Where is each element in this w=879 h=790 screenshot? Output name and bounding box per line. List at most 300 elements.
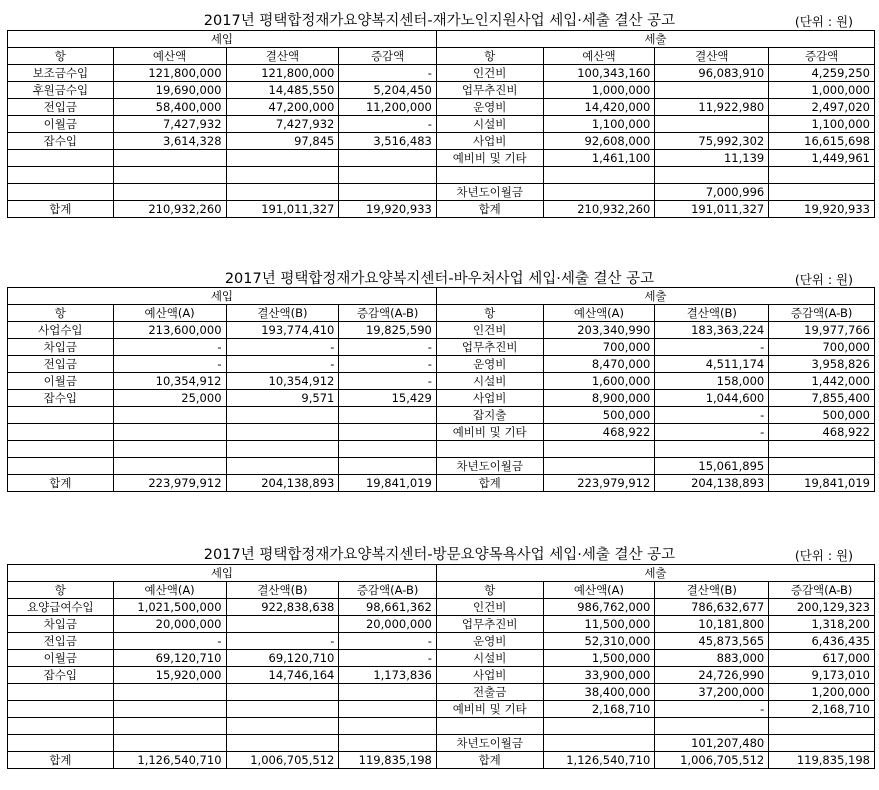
income-item (8, 407, 114, 424)
income-settled: 922,838,638 (226, 599, 339, 616)
income-item (8, 441, 114, 458)
income-settled (226, 458, 339, 475)
income-budget: 7,427,932 (113, 116, 226, 133)
settlement-table (7, 30, 875, 218)
income-item: 합계 (8, 475, 114, 492)
expense-budget (543, 718, 655, 735)
col-header-item: 항 (8, 305, 114, 322)
expense-item: 차년도이월금 (436, 458, 543, 475)
col-header-budget: 예산액(A) (543, 305, 655, 322)
expense-difference: 4,259,250 (769, 65, 875, 82)
expense-header: 세출 (436, 288, 874, 305)
income-item: 잡수입 (8, 133, 114, 150)
expense-item: 운영비 (436, 356, 543, 373)
expense-budget: 92,608,000 (543, 133, 655, 150)
expense-difference: 6,436,435 (769, 633, 875, 650)
expense-budget: 1,461,100 (543, 150, 655, 167)
expense-budget: 1,600,000 (543, 373, 655, 390)
expense-settled: 1,006,705,512 (655, 752, 769, 769)
income-budget (113, 424, 226, 441)
expense-item: 사업비 (436, 667, 543, 684)
expense-item: 운영비 (436, 633, 543, 650)
expense-difference: 1,000,000 (769, 82, 875, 99)
expense-item: 시설비 (436, 650, 543, 667)
expense-budget: 38,400,000 (543, 684, 655, 701)
expense-item: 예비비 및 기타 (436, 424, 543, 441)
expense-difference: 617,000 (769, 650, 875, 667)
table-row (8, 599, 875, 616)
expense-difference (769, 167, 875, 184)
expense-budget: 700,000 (543, 339, 655, 356)
income-difference (339, 407, 436, 424)
expense-settled: 786,632,677 (655, 599, 769, 616)
income-settled: 97,845 (226, 133, 339, 150)
expense-budget (543, 184, 655, 201)
col-header-budget: 예산액(A) (113, 305, 226, 322)
income-budget: 10,354,912 (113, 373, 226, 390)
expense-difference: 1,100,000 (769, 116, 875, 133)
section-header-row (8, 31, 875, 48)
col-header-difference: 증감액 (769, 48, 875, 65)
income-settled: 14,746,164 (226, 667, 339, 684)
expense-item: 잡지출 (436, 407, 543, 424)
expense-budget: 11,500,000 (543, 616, 655, 633)
expense-settled: - (655, 339, 769, 356)
income-difference (339, 701, 436, 718)
income-difference: 19,841,019 (339, 475, 436, 492)
income-difference: - (339, 339, 436, 356)
income-budget: 69,120,710 (113, 650, 226, 667)
income-budget: 210,932,260 (113, 201, 226, 218)
col-header-budget: 예산액(A) (543, 582, 655, 599)
expense-item (436, 167, 543, 184)
expense-item: 운영비 (436, 99, 543, 116)
col-header-settled: 결산액(B) (226, 582, 339, 599)
expense-settled: 96,083,910 (655, 65, 769, 82)
col-header-difference: 증감액(A-B) (339, 582, 436, 599)
income-item (8, 718, 114, 735)
expense-settled: 24,726,990 (655, 667, 769, 684)
income-item: 사업수입 (8, 322, 114, 339)
income-budget (113, 184, 226, 201)
expense-settled (655, 718, 769, 735)
income-settled (226, 407, 339, 424)
income-budget: 223,979,912 (113, 475, 226, 492)
income-difference: 119,835,198 (339, 752, 436, 769)
expense-settled: 11,139 (655, 150, 769, 167)
expense-item: 업무추진비 (436, 339, 543, 356)
income-budget (113, 718, 226, 735)
expense-settled: 37,200,000 (655, 684, 769, 701)
income-item: 요양급여수입 (8, 599, 114, 616)
expense-difference: 468,922 (769, 424, 875, 441)
section-title: 2017년 평택합정재가요양복지센터-방문요양목욕사업 세입·세출 결산 공고 (203, 547, 676, 563)
table-row (8, 458, 875, 475)
income-difference: 11,200,000 (339, 99, 436, 116)
col-header-settled: 결산액(B) (655, 305, 769, 322)
col-header-settled: 결산액(B) (226, 305, 339, 322)
table-row (8, 633, 875, 650)
col-header-difference: 증감액(A-B) (339, 305, 436, 322)
income-difference: 5,204,450 (339, 82, 436, 99)
income-budget: 121,800,000 (113, 65, 226, 82)
expense-settled (655, 116, 769, 133)
income-item: 차입금 (8, 339, 114, 356)
expense-item: 합계 (436, 201, 543, 218)
income-budget: 20,000,000 (113, 616, 226, 633)
income-difference: 20,000,000 (339, 616, 436, 633)
income-item: 후원금수입 (8, 82, 114, 99)
expense-difference: 2,168,710 (769, 701, 875, 718)
expense-item (436, 718, 543, 735)
expense-budget (543, 458, 655, 475)
income-budget (113, 735, 226, 752)
unit-label: (단위 : 원) (794, 548, 853, 563)
expense-item: 합계 (436, 752, 543, 769)
expense-settled: 7,000,996 (655, 184, 769, 201)
expense-item: 사업비 (436, 133, 543, 150)
col-header-settled: 결산액 (655, 48, 769, 65)
expense-budget: 1,126,540,710 (543, 752, 655, 769)
total-row (8, 475, 875, 492)
income-budget (113, 407, 226, 424)
income-settled: 7,427,932 (226, 116, 339, 133)
expense-settled: 158,000 (655, 373, 769, 390)
income-difference (339, 424, 436, 441)
income-difference: 3,516,483 (339, 133, 436, 150)
expense-header: 세출 (436, 565, 874, 582)
income-budget: 58,400,000 (113, 99, 226, 116)
expense-item: 예비비 및 기타 (436, 701, 543, 718)
income-header: 세입 (8, 565, 437, 582)
expense-budget: 8,900,000 (543, 390, 655, 407)
income-difference: - (339, 356, 436, 373)
expense-settled: - (655, 407, 769, 424)
expense-budget: 33,900,000 (543, 667, 655, 684)
income-item: 합계 (8, 201, 114, 218)
expense-budget: 500,000 (543, 407, 655, 424)
expense-budget: 8,470,000 (543, 356, 655, 373)
income-settled (226, 184, 339, 201)
expense-item: 예비비 및 기타 (436, 150, 543, 167)
table-row (8, 99, 875, 116)
expense-difference: 19,977,766 (769, 322, 875, 339)
expense-budget: 1,100,000 (543, 116, 655, 133)
expense-settled: 4,511,174 (655, 356, 769, 373)
income-budget (113, 150, 226, 167)
expense-budget: 1,500,000 (543, 650, 655, 667)
table-row (8, 65, 875, 82)
expense-settled: - (655, 424, 769, 441)
income-budget: 1,126,540,710 (113, 752, 226, 769)
income-item: 전입금 (8, 356, 114, 373)
income-header: 세입 (8, 288, 437, 305)
income-settled: - (226, 356, 339, 373)
income-budget: - (113, 633, 226, 650)
total-row (8, 201, 875, 218)
section-title: 2017년 평택합정재가요양복지센터-재가노인지원사업 세입·세출 결산 공고 (203, 13, 676, 29)
expense-difference: 9,173,010 (769, 667, 875, 684)
section-header-row (8, 288, 875, 305)
expense-budget (543, 441, 655, 458)
col-header-difference: 증감액(A-B) (769, 305, 875, 322)
income-settled: 47,200,000 (226, 99, 339, 116)
expense-settled: 101,207,480 (655, 735, 769, 752)
expense-settled: - (655, 701, 769, 718)
expense-item: 전출금 (436, 684, 543, 701)
expense-item: 업무추진비 (436, 82, 543, 99)
expense-difference: 1,200,000 (769, 684, 875, 701)
income-settled: 121,800,000 (226, 65, 339, 82)
income-item: 잡수입 (8, 390, 114, 407)
expense-difference: 7,855,400 (769, 390, 875, 407)
col-header-settled: 결산액 (226, 48, 339, 65)
total-row (8, 752, 875, 769)
expense-difference: 1,442,000 (769, 373, 875, 390)
table-row (8, 184, 875, 201)
col-header-item: 항 (8, 582, 114, 599)
table-row (8, 339, 875, 356)
income-item: 보조금수입 (8, 65, 114, 82)
income-difference (339, 150, 436, 167)
expense-difference: 3,958,826 (769, 356, 875, 373)
column-header-row (8, 582, 875, 599)
income-budget: 3,614,328 (113, 133, 226, 150)
income-settled: 204,138,893 (226, 475, 339, 492)
expense-budget: 2,168,710 (543, 701, 655, 718)
col-header-item: 항 (436, 48, 543, 65)
expense-item: 차년도이월금 (436, 184, 543, 201)
table-row (8, 133, 875, 150)
expense-budget: 210,932,260 (543, 201, 655, 218)
expense-item: 차년도이월금 (436, 735, 543, 752)
income-item (8, 458, 114, 475)
unit-label: (단위 : 원) (794, 14, 853, 29)
col-header-budget: 예산액(A) (113, 582, 226, 599)
table-row (8, 150, 875, 167)
expense-header: 세출 (436, 31, 874, 48)
expense-item: 인건비 (436, 65, 543, 82)
income-difference: 19,920,933 (339, 201, 436, 218)
col-header-difference: 증감액 (339, 48, 436, 65)
income-settled (226, 718, 339, 735)
income-item (8, 735, 114, 752)
expense-difference: 2,497,020 (769, 99, 875, 116)
section-title: 2017년 평택합정재가요양복지센터-바우처사업 세입·세출 결산 공고 (224, 271, 655, 287)
income-item (8, 684, 114, 701)
income-item: 합계 (8, 752, 114, 769)
income-item: 차입금 (8, 616, 114, 633)
table-row (8, 424, 875, 441)
expense-difference (769, 718, 875, 735)
table-row (8, 167, 875, 184)
income-settled: 193,774,410 (226, 322, 339, 339)
income-item (8, 150, 114, 167)
income-budget: - (113, 339, 226, 356)
col-header-item: 항 (8, 48, 114, 65)
expense-settled: 45,873,565 (655, 633, 769, 650)
expense-item: 시설비 (436, 116, 543, 133)
income-difference: - (339, 373, 436, 390)
expense-item: 사업비 (436, 390, 543, 407)
expense-settled: 75,992,302 (655, 133, 769, 150)
income-header: 세입 (8, 31, 437, 48)
income-settled (226, 167, 339, 184)
income-settled (226, 684, 339, 701)
table-row (8, 82, 875, 99)
col-header-item: 항 (436, 582, 543, 599)
income-item (8, 167, 114, 184)
income-budget: 19,690,000 (113, 82, 226, 99)
settlement-table (7, 564, 875, 769)
expense-difference: 200,129,323 (769, 599, 875, 616)
expense-budget: 203,340,990 (543, 322, 655, 339)
income-difference: - (339, 116, 436, 133)
table-row (8, 667, 875, 684)
income-settled (226, 735, 339, 752)
table-row (8, 735, 875, 752)
expense-item: 업무추진비 (436, 616, 543, 633)
column-header-row (8, 48, 875, 65)
table-row (8, 356, 875, 373)
income-item: 전입금 (8, 633, 114, 650)
expense-difference: 119,835,198 (769, 752, 875, 769)
table-row (8, 616, 875, 633)
expense-settled: 191,011,327 (655, 201, 769, 218)
income-difference: 15,429 (339, 390, 436, 407)
income-item: 잡수입 (8, 667, 114, 684)
income-budget: - (113, 356, 226, 373)
col-header-item: 항 (436, 305, 543, 322)
table-row (8, 322, 875, 339)
expense-budget (543, 167, 655, 184)
expense-item (436, 441, 543, 458)
expense-difference (769, 184, 875, 201)
income-item (8, 701, 114, 718)
table-row (8, 390, 875, 407)
income-settled: 10,354,912 (226, 373, 339, 390)
expense-settled (655, 167, 769, 184)
column-header-row (8, 305, 875, 322)
expense-budget: 468,922 (543, 424, 655, 441)
income-difference: - (339, 633, 436, 650)
income-difference (339, 684, 436, 701)
table-row (8, 441, 875, 458)
expense-settled: 10,181,800 (655, 616, 769, 633)
expense-item: 시설비 (436, 373, 543, 390)
expense-item: 합계 (436, 475, 543, 492)
income-settled: - (226, 633, 339, 650)
expense-settled: 883,000 (655, 650, 769, 667)
income-difference: - (339, 650, 436, 667)
income-budget (113, 701, 226, 718)
income-difference (339, 735, 436, 752)
income-settled: 191,011,327 (226, 201, 339, 218)
col-header-budget: 예산액 (543, 48, 655, 65)
income-budget (113, 684, 226, 701)
income-settled (226, 150, 339, 167)
income-budget: 1,021,500,000 (113, 599, 226, 616)
income-budget: 213,600,000 (113, 322, 226, 339)
expense-difference (769, 441, 875, 458)
expense-difference: 1,318,200 (769, 616, 875, 633)
expense-settled: 15,061,895 (655, 458, 769, 475)
col-header-difference: 증감액(A-B) (769, 582, 875, 599)
income-budget: 25,000 (113, 390, 226, 407)
col-header-budget: 예산액 (113, 48, 226, 65)
expense-difference: 16,615,698 (769, 133, 875, 150)
income-budget: 15,920,000 (113, 667, 226, 684)
income-item: 이월금 (8, 650, 114, 667)
expense-settled: 204,138,893 (655, 475, 769, 492)
income-settled: 1,006,705,512 (226, 752, 339, 769)
expense-item: 인건비 (436, 599, 543, 616)
table-row (8, 116, 875, 133)
table-row (8, 650, 875, 667)
expense-budget: 52,310,000 (543, 633, 655, 650)
expense-budget: 14,420,000 (543, 99, 655, 116)
expense-settled (655, 82, 769, 99)
expense-settled: 1,044,600 (655, 390, 769, 407)
income-difference (339, 441, 436, 458)
table-row (8, 701, 875, 718)
income-settled (226, 424, 339, 441)
expense-difference: 19,920,933 (769, 201, 875, 218)
income-difference (339, 167, 436, 184)
expense-settled: 183,363,224 (655, 322, 769, 339)
expense-difference: 19,841,019 (769, 475, 875, 492)
table-row (8, 718, 875, 735)
expense-difference (769, 735, 875, 752)
expense-item: 인건비 (436, 322, 543, 339)
settlement-table (7, 287, 875, 492)
income-budget (113, 441, 226, 458)
income-settled: - (226, 339, 339, 356)
income-difference: 1,173,836 (339, 667, 436, 684)
income-settled (226, 701, 339, 718)
income-difference: - (339, 65, 436, 82)
expense-difference: 500,000 (769, 407, 875, 424)
income-settled (226, 616, 339, 633)
expense-settled (655, 441, 769, 458)
expense-difference: 700,000 (769, 339, 875, 356)
income-settled: 69,120,710 (226, 650, 339, 667)
income-difference (339, 184, 436, 201)
income-difference (339, 458, 436, 475)
table-row (8, 684, 875, 701)
income-item: 이월금 (8, 116, 114, 133)
income-settled: 9,571 (226, 390, 339, 407)
income-item: 전입금 (8, 99, 114, 116)
expense-settled: 11,922,980 (655, 99, 769, 116)
expense-difference (769, 458, 875, 475)
income-item (8, 184, 114, 201)
income-settled (226, 441, 339, 458)
table-row (8, 407, 875, 424)
income-difference (339, 718, 436, 735)
section-header-row (8, 565, 875, 582)
expense-budget (543, 735, 655, 752)
income-item (8, 424, 114, 441)
unit-label: (단위 : 원) (794, 272, 853, 287)
income-budget (113, 167, 226, 184)
expense-budget: 223,979,912 (543, 475, 655, 492)
table-row (8, 373, 875, 390)
income-difference: 98,661,362 (339, 599, 436, 616)
income-budget (113, 458, 226, 475)
expense-budget: 1,000,000 (543, 82, 655, 99)
income-item: 이월금 (8, 373, 114, 390)
